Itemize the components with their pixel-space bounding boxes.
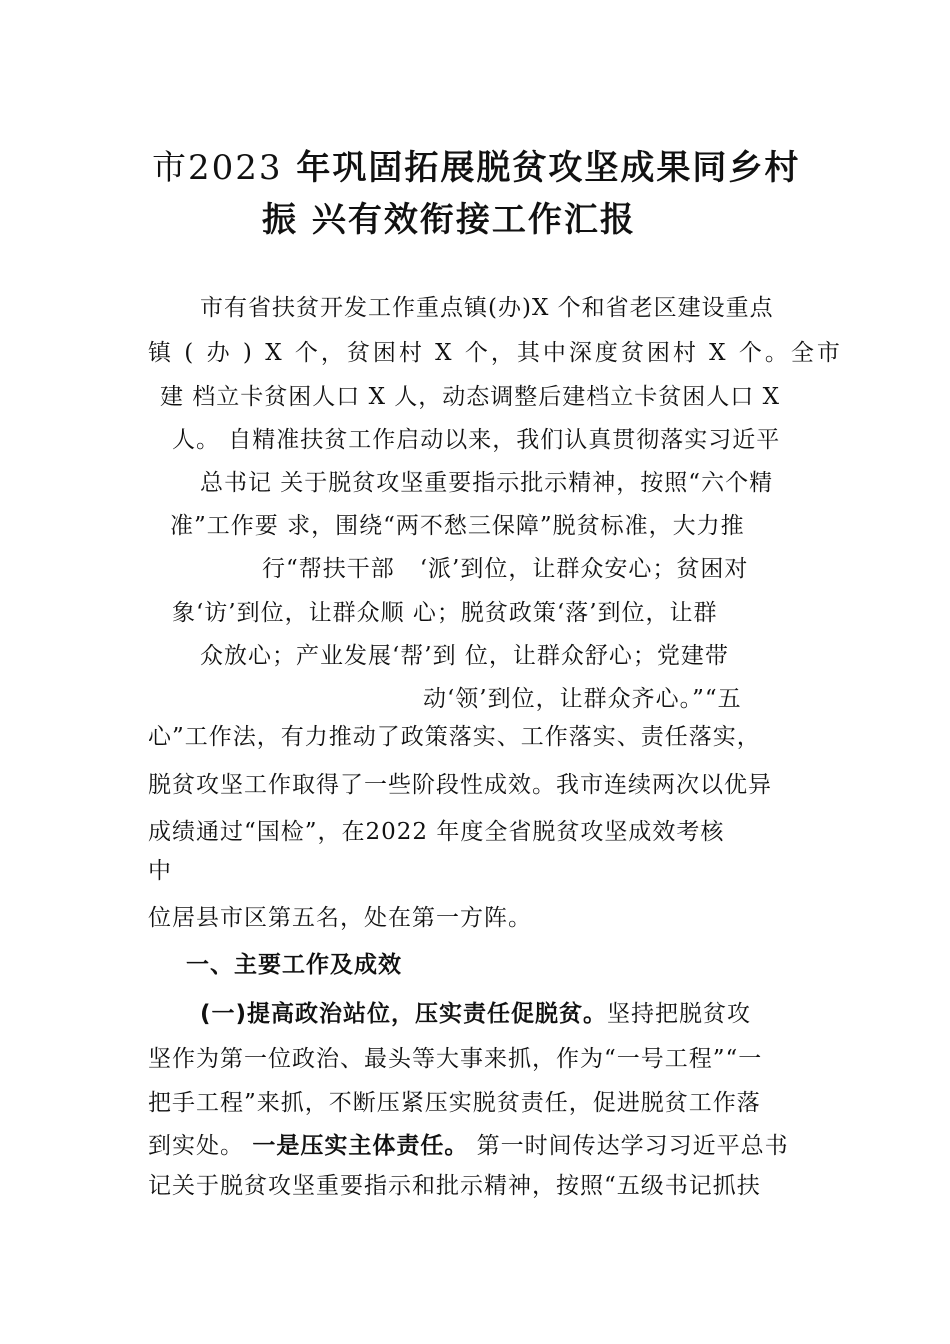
paragraph-lead: (一)提高政治站位，压实责任促脱贫。 xyxy=(200,1001,608,1027)
paragraph-line xyxy=(148,1127,789,1160)
title-line-1-text: 年巩固拓展脱贫攻坚成果同乡村 xyxy=(282,148,801,188)
intro-line: 总书记 关于脱贫攻坚重要指示批示精神，按照“六个精 xyxy=(200,470,774,496)
paragraph-line: 坚作为第一位政治、最头等大事来抓，作为“一号工程”“一 xyxy=(148,1046,763,1072)
paragraph-text: 第一时间传达学习习近平总书 xyxy=(468,1133,789,1159)
intro-line: 心”工作法，有力推动了政策落实、工作落实、责任落实， xyxy=(148,724,761,750)
paragraph-text: 坚持把脱贫攻 xyxy=(607,1001,752,1027)
intro-line: 准”工作要 求，围绕“两不愁三保障”脱贫标准，大力推 xyxy=(170,513,745,539)
section-heading: 一、主要工作及成效 xyxy=(186,952,402,978)
intro-line: 成绩通过“国检”，在2022 年度全省脱贫攻坚成效考核 xyxy=(148,819,725,845)
intro-line: 脱贫攻坚工作取得了一些阶段性成效。我市连续两次以优异 xyxy=(148,772,772,798)
intro-line: 动‘领’到位，让群众齐心。”“五 xyxy=(423,686,742,712)
paragraph-line: 记关于脱贫攻坚重要指示和批示精神，按照“五级书记抓扶 xyxy=(148,1173,761,1199)
intro-line: 建 档立卡贫困人口 X 人，动态调整后建档立卡贫困人口 X xyxy=(160,384,780,410)
document-title-line-1 xyxy=(152,140,800,189)
paragraph-text: 到实处。 xyxy=(148,1133,253,1159)
paragraph-line: 把手工程”来抓，不断压紧压实脱贫责任，促进脱贫工作落 xyxy=(148,1090,761,1116)
intro-line: 位居县市区第五名，处在第一方阵。 xyxy=(148,905,532,931)
intro-line: 行“帮扶干部 ‘派’到位，让群众安心；贫困对 xyxy=(262,556,749,582)
intro-line: 市有省扶贫开发工作重点镇(办)X 个和省老区建设重点 xyxy=(200,295,774,321)
intro-line: 镇 ( 办 ) X 个，贫困村 X 个，其中深度贫困村 X 个。全市 xyxy=(148,340,843,366)
document-title-line-2: 振 兴有效衔接工作汇报 xyxy=(262,200,636,240)
intro-line: 人。 自精准扶贫工作启动以来，我们认真贯彻落实习近平 xyxy=(172,427,781,453)
paragraph-subhead: 一是压实主体责任。 xyxy=(252,1133,469,1159)
title-prefix: 市2023 xyxy=(152,148,283,188)
intro-line: 象‘访’到位，让群众顺 心；脱贫政策‘落’到位，让群 xyxy=(172,600,718,626)
intro-line: 中 xyxy=(148,858,172,884)
paragraph-line xyxy=(200,995,751,1028)
intro-line: 众放心；产业发展‘帮’到 位，让群众舒心；党建带 xyxy=(200,643,729,669)
